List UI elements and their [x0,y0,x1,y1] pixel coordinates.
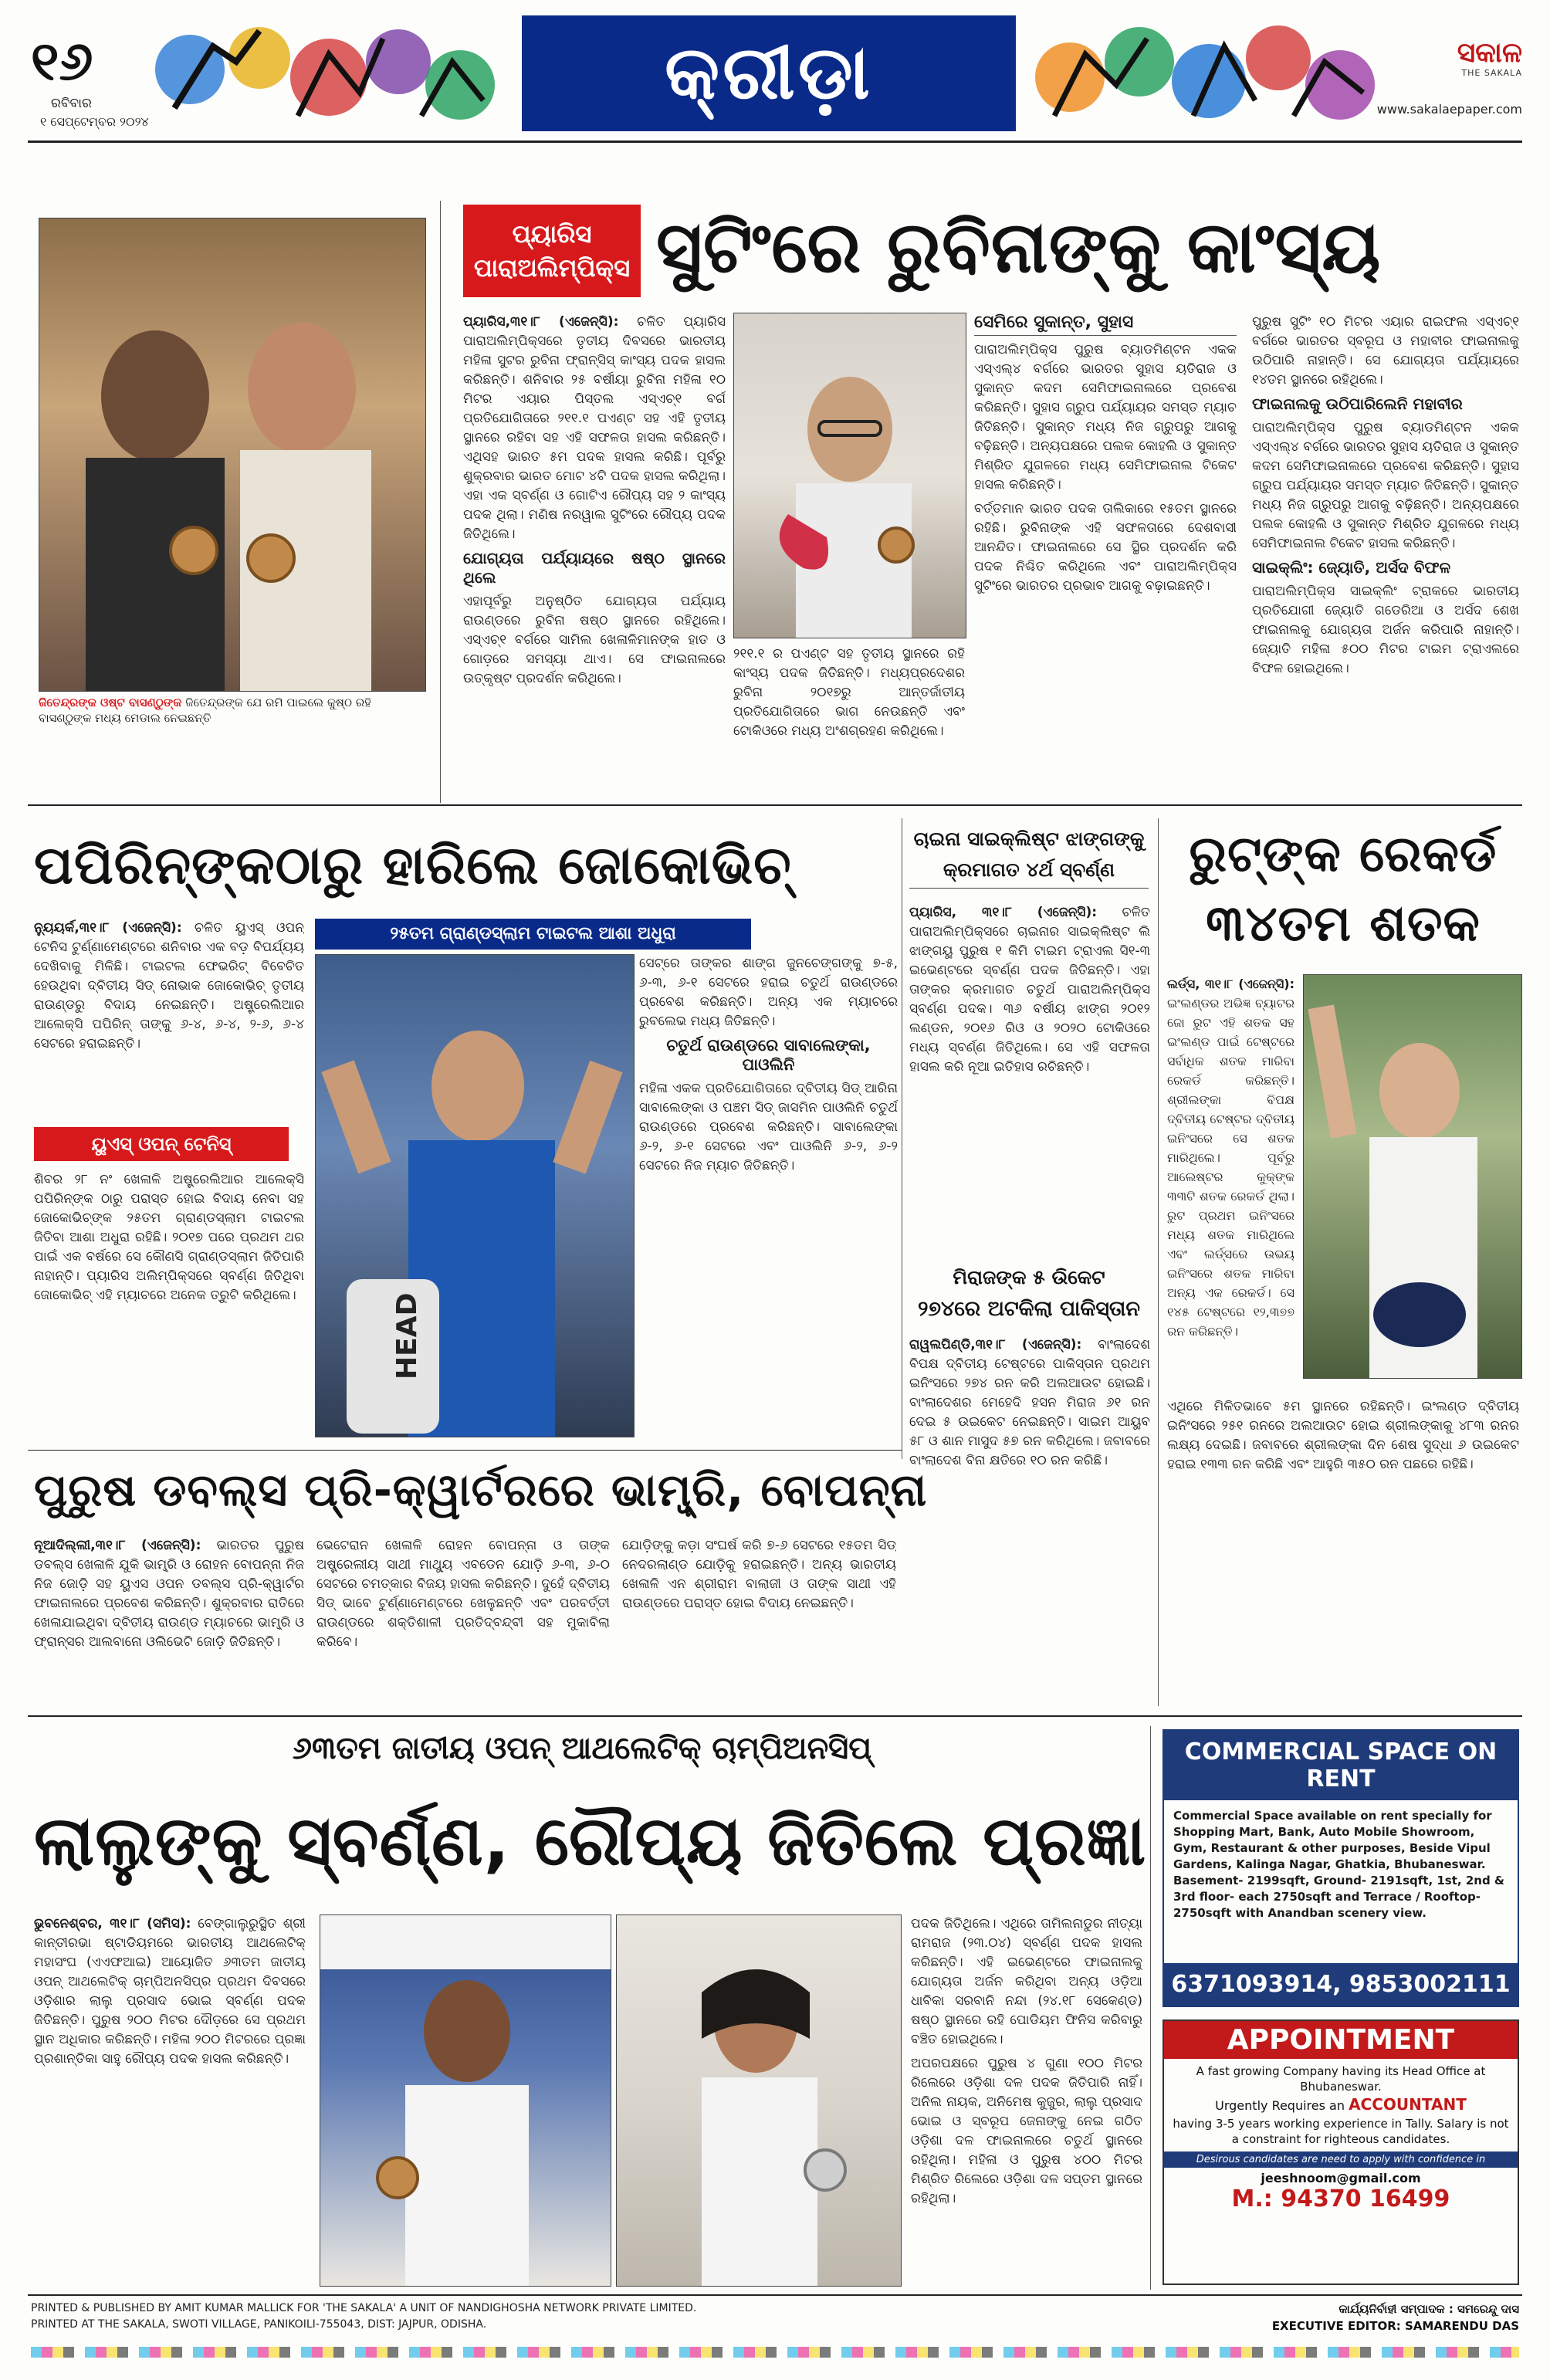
ad-commercial-space[interactable] [1162,1729,1519,2007]
story3-divider [1158,818,1159,1706]
photo-prajna [616,1914,902,2287]
story4-headline-line2: ୩୪ତମ ଶତକ [1206,895,1481,953]
ad-commercial-phone[interactable]: 6371093914, 9853002111 [1164,1963,1518,2006]
color-registration-bar [31,2347,1519,2358]
story4-headline-line1: ରୁଟ୍‌ଙ୍କ ରେକର୍ଡ [1189,826,1498,883]
sec2-text: ପୁରୁଷ ସୁଟିଂ ୧୦ ମିଟର ଏୟାର ରାଇଫଲ ଏସ୍ଏଚ୍୧ ବର୍ଗରେ ଭାରତର ସ୍ବରୂପ ଓ ମହାବୀର ଫାଇନାଲକୁ ଉଠିପାରି ନାହାନ୍ତି। ସେ ଯୋଗ୍ୟତା ପର୍ଯ୍ୟାୟରେ ୧୪ତମ ସ୍ଥାନରେ ରହିଥିଲେ। [1252,314,1519,388]
brand-logo [1417,39,1522,78]
section-title-band [522,15,1016,131]
story7-dateline: ଭୁବନେଶ୍ବର, ୩୧।୮ (ସମିସ): [34,1916,191,1931]
paralympics-tag-line1: ପ୍ୟାରିସ [512,219,592,249]
story5-headline: ୨୭୪ରେ ଅଟକିଲା ପାକିସ୍ତାନ [918,1297,1140,1321]
story1-col2-text: ବର୍ତ୍ତମାନ ଭାରତ ପଦକ ତାଲିକାରେ ୧୫ତମ ସ୍ଥାନରେ ରହିଛି। ରୁବିନାଙ୍କ ଏହି ସଫଳତାରେ ଦେଶବାସୀ ଆନନ୍ଦିତ। ଫାଇନାଲରେ ସେ ସ୍ଥିର ପ୍ରଦର୍ଶନ କରି ପଦକ ନିଶ୍ଚିତ କରିଥିଲେ ଏବଂ ପାରାଅଲିମ୍ପିକ୍ସ ସୁଟିଂରେ ଭାରତର ପ୍ରଭାବ ଆଗକୁ ବଢ଼ାଇଛନ୍ତି। [974,501,1237,594]
story3-headline: କ୍ରମାଗତ ୪ର୍ଥ ସ୍ବର୍ଣ୍ଣ [909,858,1149,889]
sec-heading-semis: ସେମିରେ ସୁକାନ୍ତ, ସୁହାସ [974,313,1237,336]
story2-col1 [34,919,304,1119]
story2-subhead: ଚତୁର୍ଥ ରାଉଣ୍ଡରେ ସାବାଲେଙ୍କା, ପାଓଲିନି [666,1036,871,1074]
ad-appointment-mobile[interactable]: M.: 94370 16499 [1231,2185,1450,2212]
ad-appointment-role: ACCOUNTANT [1349,2095,1467,2114]
ad-appointment-apply: Desirous candidates are need to apply with confidence in [1164,2151,1518,2168]
story1-col1b-text: ଏହାପୂର୍ବରୁ ଅନୁଷ୍ଠିତ ଯୋଗ୍ୟତା ପର୍ଯ୍ୟାୟ ରାଉଣ୍ଡରେ ରୁବିନା ଷଷ୍ଠ ସ୍ଥାନରେ ରହିଥିଲେ। ଏସ୍ଏଚ୍୧ ବର୍ଗରେ ସାମିଲ ଖେଳାଳିମାନଙ୍କ ହାତ ଓ ଗୋଡ଼ରେ ସମସ୍ୟା ଥାଏ। ସେ ଫାଇନାଲରେ ଉତ୍କୃଷ୍ଟ ପ୍ରଦର୍ଶନ କରିଥିଲେ। [463,594,726,686]
story3-body [909,903,1150,1258]
photo-caption-label: ଜିତେନ୍ଦ୍ରଙ୍କ ଓଷ୍ଟ ବାସଣ୍ଠୁଙ୍କ [39,696,182,709]
photo-sachin-manu [39,218,426,692]
paralympics-tag [463,205,641,297]
ad-appointment-requires: Urgently Requires an [1215,2098,1345,2113]
story7-divider [1150,1726,1151,2290]
story7-col1 [34,1914,306,2285]
photo-djokovic [315,954,635,1437]
sports-collage-left [144,15,506,131]
issue-date: ୧ ସେପ୍ଟେମ୍ବର ୨୦୨୪ [40,114,149,129]
story6-headline: ପୁରୁଷ ଡବଲ୍ସ ପ୍ରି-କ୍ୱାର୍ଟରରେ ଭାମ୍ବ୍ରି, ବୋପନ୍ନା [34,1464,928,1516]
photo-rubina [733,313,966,638]
story5-dateline: ରାୱଲପିଣ୍ଡି,୩୧।୮ (ଏଜେନ୍ସି): [909,1337,1082,1353]
photo-lalu [320,1914,611,2287]
ad-commercial-body: Commercial Space available on rent specially for Shopping Mart, Bank, Auto Mobile Showroom, Gym, Restaurant & other purposes, Beside Vipul Gardens, Kalinga Nagar, Ghatkia, Bhubaneswar. Basement- 2199sqft, Ground- 2191sqft, 1st, 2nd & 3rd floor- each 2750sqft and Terrace / Rooftop- 2750sqft with Anandban scenery view. [1173,1809,1504,1920]
ad-appointment-line3: having 3-5 years working experience in Tally. Salary is not a constraint for righteous candidates. [1173,2117,1509,2146]
story2-text3: ସେଟ୍‌ରେ ତାଙ୍କର ଶାଙ୍ଗ ଜୁନଚେଙ୍ଗଙ୍କୁ ୭-୫, ୬-୩, ୬-୧ ସେଟରେ ହରାଇ ଚତୁର୍ଥ ରାଉଣ୍ଡରେ ପ୍ରବେଶ କରିଛନ୍ତି। ଅନ୍ୟ ଏକ ମ୍ୟାଚରେ ରୁବଲେଭ ମଧ୍ୟ ଜିତିଛନ୍ତି। [639,956,898,1029]
story6-dateline: ନୂଆଦିଲ୍ଲୀ,୩୧।୮ (ଏଜେନ୍ସି): [34,1538,201,1553]
story2-col3 [639,954,898,1433]
sec2-heading: ଫାଇନାଲକୁ ଉଠିପାରିଲେନି ମହାବୀର [1252,394,1463,413]
row1-rule [28,804,1522,806]
story1-divider [440,201,441,803]
story4-col2 [1167,1397,1519,1706]
photo-caption: ଜିତେନ୍ଦ୍ରଙ୍କ ଯେ ରମି ପାଇଲେ କୁଷ୍ଠ ରହି ବାସଣ୍ଠୁଙ୍କ ମଧ୍ୟ ମେଡାଲ ନେଇଛନ୍ତି [39,696,371,725]
story1-subhead: ଯୋଗ୍ୟତା ପର୍ଯ୍ୟାୟରେ ଷଷ୍ଠ ସ୍ଥାନରେ ଥିଲେ [463,549,726,587]
story6-col2 [316,1536,610,1706]
ad-appointment-email[interactable]: jeeshnoom@gmail.com [1261,2171,1421,2185]
ad-commercial-title: COMMERCIAL SPACE ON RENT [1164,1731,1518,1800]
photo-joe-root [1303,974,1522,1379]
page-number: ୧୬ [31,29,93,93]
story5-kicker: ମିରାଜଙ୍କ ୫ ଉିକେଟ [953,1266,1105,1288]
usopen-tag: ୟୁଏସ୍ ଓପନ୍ ଟେନିସ୍ [34,1127,289,1161]
story1-col1-text: ଚଳିତ ପ୍ୟାରିସ ପାରାଅଲିମ୍ପିକ୍ସରେ ତୃତୀୟ ଦିବସରେ ଭାରତୀୟ ମହିଳା ସୁଟର ରୁବିନା ଫ୍ରାନ୍ସିସ୍ କାଂସ୍ୟ ପଦକ ହାସଲ କରିଛନ୍ତି। ଶନିବାର ୨୫ ବର୍ଷୀୟା ରୁବିନା ମହିଳା ୧୦ ମିଟର ଏୟାର ପିସ୍ତଲ ଏସ୍ଏଚ୍୧ ବର୍ଗ ପ୍ରତିଯୋଗିତାରେ ୨୧୧.୧ ପଏଣ୍ଟ ସହ ଏହି ତୃତୀୟ ସ୍ଥାନରେ ରହିବା ସହ ଏହି ସଫଳତା ହାସଲ କରିଛନ୍ତି। ଏଥିସହ ଭାରତ ୫ମ ପଦକ ହାସଲ କରିଛି। ପୂର୍ବରୁ ଶୁକ୍ରବାର ଭାରତ ମୋଟ ୪ଟି ପଦକ ହାସଲ କରିଥିଲା। ଏହା ଏକ ସ୍ବର୍ଣ୍ଣ ଓ ଗୋଟିଏ ରୌପ୍ୟ ସହ ୨ କାଂସ୍ୟ ପଦକ ଥିଲା। ମଣିଷ ନରୱାଲ ସୁଟିଂରେ ରୌପ୍ୟ ପଦକ ଜିତିଥିଲେ। [463,314,726,542]
story6-text2: ଭେଟେରାନ ଖେଳାଳି ରୋହନ ବୋପନ୍ନା ଓ ତାଙ୍କ ଅଷ୍ଟ୍ରେଲୀୟ ସାଥୀ ମାଥ୍ୟୁ ଏବଡେନ ଯୋଡ଼ି ୬-୩, ୬-୦ ସେଟରେ ଚମତ୍କାର ବିଜୟ ହାସଲ କରିଛନ୍ତି। ଦୁହେଁ ଦ୍ବିତୀୟ ସିଡ୍ ଭାବେ ଟୁର୍ଣ୍ଣାମେଣ୍ଟରେ ଖେଳୁଛନ୍ତି ଏବଂ ପରବର୍ତ୍ତୀ ରାଉଣ୍ଡରେ ଶକ୍ତିଶାଳୀ ପ୍ରତିଦ୍ବନ୍ଦ୍ବୀ ସହ ମୁକାବିଲା କରିବେ। [316,1538,610,1650]
row2-rule [28,1715,1522,1717]
ad-appointment[interactable] [1162,2019,1519,2285]
story7-text3: ଅପରପକ୍ଷରେ ପୁରୁଷ ୪ ଗୁଣା ୧୦୦ ମିଟର ରିଲେରେ ଓଡ଼ିଶା ଦଳ ପଦକ ଜିତିପାରି ନାହିଁ। ଅନିଲ ନାୟକ, ଅନିମେଷ କୁଜୁର, ଲାଲୁ ପ୍ରସାଦ ଭୋଇ ଓ ସ୍ବରୂପ ଜେନାଙ୍କୁ ନେଇ ଗଠିତ ଓଡ଼ିଶା ଦଳ ଫାଇନାଲରେ ଚତୁର୍ଥ ସ୍ଥାନରେ ରହିଥିଲା। ମହିଳା ଓ ପୁରୁଷ ୪୦୦ ମିଟର ମିଶ୍ରିତ ରିଲେରେ ଓଡ଼ିଶା ଦଳ ସପ୍ତମ ସ୍ଥାନରେ ରହିଥିଲା। [911,2056,1142,2206]
story6-col1 [34,1536,304,1706]
footer-imprint [31,2300,1034,2333]
footer-editor [1127,2300,1519,2334]
footer-imprint-line1: PRINTED & PUBLISHED BY AMIT KUMAR MALLICK FOR 'THE SAKALA' A UNIT OF NANDIGHOSHA NETWORK PRIVATE LIMITED. [31,2302,697,2314]
story3-dateline: ପ୍ୟାରିସ, ୩୧।୮ (ଏଜେନ୍ସି): [909,905,1098,920]
ad-appointment-line1: A fast growing Company having its Head Office at Bhubaneswar. [1196,2064,1486,2094]
brand-name: ସକାଳ [1457,37,1522,69]
story2-headline: ପପିରିନ୍‌ଙ୍କଠାରୁ ହାରିଲେ ଜୋକୋଭିଚ୍ [34,835,792,896]
story2-dateline: ନ୍ୟୁୟର୍କ,୩୧।୮ (ଏଜେନ୍ସି): [34,920,182,936]
story1-col3 [974,313,1237,791]
story1-col2 [733,645,965,791]
story2-text1: ଚଳିତ ୟୁଏସ୍ ଓପନ୍ ଟେନିସ ଟୁର୍ଣ୍ଣାମେଣ୍ଟରେ ଶନିବାର ଏକ ବଡ଼ ବିପର୍ଯ୍ୟୟ ଦେଖିବାକୁ ମିଳିଛି। ଟାଇଟଲ ଫେଭରିଟ୍ ବିବେଚିତ ହେଉଥିବା ଦ୍ବିତୀୟ ସିଡ୍ ନୋଭାକ ଜୋକୋଭିଚ୍ ତୃତୀୟ ରାଉଣ୍ଡରୁ ବିଦାୟ ନେଇଛନ୍ତି। ଅଷ୍ଟ୍ରେଲିଆର ଆଲେକ୍ସି ପପିରିନ୍ ତାଙ୍କୁ ୬-୪, ୬-୪, ୨-୬, ୬-୪ ସେଟରେ ହରାଇଛନ୍ତି। [34,920,304,1051]
svg-text:HEAD: HEAD [391,1292,423,1380]
story6-col3 [622,1536,896,1706]
story4-dateline: ଲର୍ଡ୍ସ, ୩୧।୮ (ଏଜେନ୍ସି): [1167,977,1294,991]
masthead-rule [28,140,1522,143]
story1-col1 [463,313,726,791]
sec-text-semis: ପାରାଅଲିମ୍ପିକ୍ସ ପୁରୁଷ ବ୍ୟାଡମିଣ୍ଟନ ଏକକ ଏସ୍ଏଲ୍୪ ବର୍ଗରେ ଭାରତର ସୁହାସ ୟତିରାଜ ଓ ସୁକାନ୍ତ କଦମ ସେମିଫାଇନାଲରେ ପ୍ରବେଶ କରିଛନ୍ତି। ସୁହାସ ଗ୍ରୁପ ପର୍ଯ୍ୟାୟର ସମସ୍ତ ମ୍ୟାଚ ଜିତିଛନ୍ତି। ସୁକାନ୍ତ ମଧ୍ୟ ନିଜ ଗ୍ରୁପରୁ ଆଗକୁ ବଢ଼ିଛନ୍ତି। ଅନ୍ୟପକ୍ଷରେ ପଲକ କୋହଲି ଓ ସୁକାନ୍ତ ମିଶ୍ରିତ ଯୁଗଳରେ ମଧ୍ୟ ସେମିଫାଇନାଲ ଟିକେଟ ହାସଲ କରିଛନ୍ତି। [974,342,1237,493]
story4-text: ଇଂଲଣ୍ଡର ଅଭିଜ୍ଞ ବ୍ୟାଟର ଜୋ ରୁଟ ଏହି ଶତକ ସହ ଇଂଲଣ୍ଡ ପାଇଁ ଟେଷ୍ଟରେ ସର୍ବାଧିକ ଶତକ ମାରିବା ରେକର୍ଡ କରିଛନ୍ତି। ଶ୍ରୀଲଙ୍କା ବିପକ୍ଷ ଦ୍ବିତୀୟ ଟେଷ୍ଟର ଦ୍ବିତୀୟ ଇନିଂସରେ ସେ ଶତକ ମାରିଥିଲେ। ପୂର୍ବରୁ ଆଲେଷ୍ଟର କୁକ୍‌ଙ୍କ ୩୩ଟି ଶତକ ରେକର୍ଡ ଥିଲା। ରୁଟ ପ୍ରଥମ ଇନିଂସରେ ମଧ୍ୟ ଶତକ ମାରିଥିଲେ ଏବଂ ଲର୍ଡ୍ସରେ ଉଭୟ ଇନିଂସରେ ଶତକ ମାରିବା ଅନ୍ୟ ଏକ ରେକର୍ଡ। ସେ ୧୪୫ ଟେଷ୍ଟରେ ୧୨,୩୭୭ ରନ କରିଛନ୍ତି। [1167,996,1294,1339]
story7-col3 [911,1914,1142,2285]
footer-imprint-line2: PRINTED AT THE SAKALA, SWOTI VILLAGE, PANIKOILI-755043, DIST: JAJPUR, ODISHA. [31,2318,487,2331]
story7-text1: ବେଙ୍ଗାଲୁରୁସ୍ଥିତ ଶ୍ରୀ କାନ୍ତୀରଭା ଷ୍ଟାଡିୟମରେ ଭାରତୀୟ ଆଥଲେଟିକ୍ ମହାସଂଘ (ଏଏଫଆଇ) ଆୟୋଜିତ ୬୩ତମ ଜାତୀୟ ଓପନ୍ ଆଥଲେଟିକ୍ ଚାମ୍ପିଅନସିପ୍‌ର ପ୍ରଥମ ଦିବସରେ ଓଡ଼ିଶାର ଲାଲୁ ପ୍ରସାଦ ଭୋଇ ସ୍ବର୍ଣ୍ଣ ପଦକ ଜିତିଛନ୍ତି। ପୁରୁଷ ୨୦୦ ମିଟର ଦୌଡ଼ରେ ସେ ପ୍ରଥମ ସ୍ଥାନ ଅଧିକାର କରିଛନ୍ତି। ମହିଳା ୨୦୦ ମିଟରରେ ପ୍ରଜ୍ଞା ପ୍ରଶାନ୍ତିକା ସାହୁ ରୌପ୍ୟ ପଦକ ହାସଲ କରିଛନ୍ତି। [34,1916,306,2067]
story1-col2b-text: ୨୧୧.୧ ର ପଏଣ୍ଟ ସହ ତୃତୀୟ ସ୍ଥାନରେ ରହି କାଂସ୍ୟ ପଦକ ଜିତିଛନ୍ତି। ମଧ୍ୟପ୍ରଦେଶର ରୁବିନା ୨୦୧୭ରୁ ଆନ୍ତର୍ଜାତୀୟ ପ୍ରତିଯୋଗିତାରେ ଭାଗ ନେଉଛନ୍ତି ଏବଂ ଟୋକିଓରେ ମଧ୍ୟ ଅଂଶଗ୍ରହଣ କରିଥିଲେ। [733,646,965,739]
story7-headline: ଲାଲୁଙ୍କୁ ସ୍ବର୍ଣ୍ଣ, ରୌପ୍ୟ ଜିତିଲେ ପ୍ରଜ୍ଞା [34,1801,1147,1881]
story2-col1b [34,1170,304,1433]
sec2-text-b: ପାରାଅଲିମ୍ପିକ୍ସ ପୁରୁଷ ବ୍ୟାଡମିଣ୍ଟନ ଏକକ ଏସ୍ଏଲ୍୪ ବର୍ଗରେ ଭାରତର ସୁହାସ ୟତିରାଜ ଓ ସୁକାନ୍ତ କଦମ ସେମିଫାଇନାଲରେ ପ୍ରବେଶ କରିଛନ୍ତି। ସୁହାସ ଗ୍ରୁପ ପର୍ଯ୍ୟାୟର ସମସ୍ତ ମ୍ୟାଚ ଜିତିଛନ୍ତି। ସୁକାନ୍ତ ମଧ୍ୟ ନିଜ ଗ୍ରୁପରୁ ଆଗକୁ ବଢ଼ିଛନ୍ତି। ଅନ୍ୟପକ୍ଷରେ ପଲକ କୋହଲି ଓ ସୁକାନ୍ତ ମିଶ୍ରିତ ଯୁଗଳରେ ମଧ୍ୟ ସେମିଫାଇନାଲ ଟିକେଟ ହାସଲ କରିଛନ୍ତି। [1252,420,1519,551]
website-link[interactable]: www.sakalaepaper.com [1376,102,1522,117]
story7-kicker: ୬୩ତମ ଜାତୀୟ ଓପନ୍ ଆଥଲେଟିକ୍ ଚାମ୍ପିଅନସିପ୍ [292,1731,872,1766]
story2-text2: ଶିବର ୨୮ ନଂ ଖେଳାଳି ଅଷ୍ଟ୍ରେଲିଆର ଆଲେକ୍ସି ପପିରିନ୍‌ଙ୍କ ଠାରୁ ପରାସ୍ତ ହୋଇ ବିଦାୟ ନେବା ସହ ଜୋକୋଭିଚ୍‌ଙ୍କ ୨୫ତମ ଗ୍ରାଣ୍ଡସ୍ଲାମ ଟାଇଟଲ ଜିତିବା ଆଶା ଅଧୁରା ରହିଛି। ୨୦୧୭ ପରେ ପ୍ରଥମ ଥର ପାଇଁ ଏକ ବର୍ଷରେ ସେ କୌଣସି ଗ୍ରାଣ୍ଡସ୍ଲାମ ଜିତିପାରି ନାହାନ୍ତି। ପ୍ୟାରିସ ଅଲିମ୍ପିକ୍ସରେ ସ୍ବର୍ଣ୍ଣ ଜିତିଥିବା ଜୋକୋଭିଚ୍ ଏହି ମ୍ୟାଚରେ ଅନେକ ତ୍ରୁଟି କରିଥିଲେ। [34,1172,304,1303]
section-title: କ୍ରୀଡ଼ା [665,29,873,116]
story1-headline: ସୁଟିଂରେ ରୁବିନାଙ୍କୁ କାଂସ୍ୟ [656,206,1382,289]
story4-col1 [1167,974,1294,1391]
paralympics-tag-line2: ପାରାଅଲିମ୍ପିକ୍ସ [473,253,631,283]
story3-kicker: ଚାଇନା ସାଇକ୍ଲିଷ୍ଟ ଝାଙ୍ଗଙ୍କୁ [913,828,1145,850]
story6-rule [28,1450,902,1451]
ad-appointment-title: APPOINTMENT [1164,2021,1518,2059]
sports-collage-right [1031,15,1386,131]
ad-appointment-line2 [1164,2096,1518,2114]
masthead [28,15,1522,133]
story2-text4: ମହିଳା ଏକକ ପ୍ରତିଯୋଗିତାରେ ଦ୍ବିତୀୟ ସିଡ୍ ଆରିନା ସାବାଲେଙ୍କା ଓ ପଞ୍ଚମ ସିଡ୍ ଜାସମିନ ପାଓଲିନି ଚତୁର୍ଥ ରାଉଣ୍ଡରେ ପ୍ରବେଶ କରିଛନ୍ତି। ସାବାଲେଙ୍କା ୬-୨, ୬-୧ ସେଟରେ ଏବଂ ପାଓଲିନି ୬-୨, ୬-୨ ସେଟରେ ନିଜ ମ୍ୟାଚ ଜିତିଛନ୍ତି। [639,1081,898,1173]
story1-col4 [1252,313,1519,791]
brand-sub: THE SAKALA [1461,68,1522,78]
story1-dateline: ପ୍ୟାରିସ,୩୧।୮ (ଏଜେନ୍ସି): [463,314,619,330]
story7-text2: ପଦକ ଜିତିଥିଲେ। ଏଥିରେ ତାମିଲନାଡୁର ନୀତ୍ୟା ରାମରାଜ (୨୩.୦୪) ସ୍ବର୍ଣ୍ଣ ପଦକ ହାସଲ କରିଛନ୍ତି। ଏହି ଇଭେଣ୍ଟରେ ଫାଇନାଲକୁ ଯୋଗ୍ୟତା ଅର୍ଜନ କରିଥିବା ଅନ୍ୟ ଓଡ଼ିଆ ଧାବିକା ସରବାନି ନନ୍ଦା (୨୪.୧୮ ସେକେଣ୍ଡ) ଷଷ୍ଠ ସ୍ଥାନରେ ରହି ପୋଡିୟମ ଫିନିସ କରିବାରୁ ବଞ୍ଚିତ ହୋଇଥିଲେ। [911,1916,1142,2047]
sec3-text: ପାରାଅଲିମ୍ପିକ୍ସ ସାଇକ୍ଲିଂ ଟ୍ରାକରେ ଭାରତୀୟ ପ୍ରତିଯୋଗୀ ଜ୍ୟୋତି ଗଡେରିଆ ଓ ଅର୍ସଦ ଶେଖ ଫାଇନାଲକୁ ଯୋଗ୍ୟତା ଅର୍ଜନ କରିପାରି ନାହାନ୍ତି। ଜ୍ୟୋତି ମହିଳା ୫୦୦ ମିଟର ଟାଇମ ଟ୍ରାଏଲରେ ବିଫଳ ହୋଇଥିଲେ। [1252,584,1519,676]
story4-text2: ଏଥିରେ ମିଳିତଭାବେ ୫ମ ସ୍ଥାନରେ ରହିଛନ୍ତି। ଇଂଲଣ୍ଡ ଦ୍ବିତୀୟ ଇନିଂସରେ ୨୫୧ ରନରେ ଅଲଆଉଟ ହୋଇ ଶ୍ରୀଲଙ୍କାକୁ ୪୮୩ ରନର ଲକ୍ଷ୍ୟ ଦେଇଛି। ଜବାବରେ ଶ୍ରୀଲଙ୍କା ଦିନ ଶେଷ ସୁଦ୍ଧା ୬ ଉଇକେଟ ହରାଇ ୧୩୩ ରନ କରିଛି ଏବଂ ଆହୁରି ୩୫୦ ରନ ପଛରେ ରହିଛି। [1167,1399,1519,1472]
sec3-heading: ସାଇକ୍ଲିଂ: ଜ୍ୟୋତି, ଅର୍ସଦ ବିଫଳ [1252,558,1451,577]
story3-text: ଚଳିତ ପାରାଅଲିମ୍ପିକ୍ସରେ ଚାଇନାର ସାଇକ୍ଲିଷ୍ଟ ଲି ଝାଙ୍ଗୟୁ ପୁରୁଷ ୧ କିମି ଟାଇମ ଟ୍ରାଏଲ ସି୧-୩ ଇଭେଣ୍ଟରେ ସ୍ବର୍ଣ୍ଣ ପଦକ ଜିତିଛନ୍ତି। ଏହା ତାଙ୍କର କ୍ରମାଗତ ଚତୁର୍ଥ ପାରାଅଲିମ୍ପିକ୍ସ ସ୍ବର୍ଣ୍ଣ ପଦକ। ୩୬ ବର୍ଷୀୟ ଝାଙ୍ଗ ୨୦୧୨ ଲଣ୍ଡନ, ୨୦୧୬ ରିଓ ଓ ୨୦୨୦ ଟୋକିଓରେ ମଧ୍ୟ ସ୍ବର୍ଣ୍ଣ ଜିତିଥିଲେ। ସେ ଏହି ସଫଳତା ହାସଲ କରି ନୂଆ ଇତିହାସ ରଚିଛନ୍ତି। [909,905,1150,1075]
footer-editor-english: EXECUTIVE EDITOR: SAMARENDU DAS [1271,2319,1519,2333]
story2-banner: ୨୫ତମ ଗ୍ରାଣ୍ଡସ୍ଲାମ ଟାଇଟଲ ଆଶା ଅଧୁରା [315,919,751,950]
story6-text3: ଯୋଡ଼ିଙ୍କୁ କଡ଼ା ସଂଘର୍ଷ କରି ୭-୬ ସେଟରେ ୧୫ତମ ସିଡ୍ ନେଦରଲାଣ୍ଡ ଯୋଡ଼ିକୁ ହରାଇଛନ୍ତି। ଅନ୍ୟ ଭାରତୀୟ ଖେଳାଳି ଏନ ଶ୍ରୀରାମ ବାଲାଜୀ ଓ ତାଙ୍କ ସାଥୀ ଏହି ରାଉଣ୍ଡରେ ପରାସ୍ତ ହୋଇ ବିଦାୟ ନେଇଛନ୍ତି। [622,1538,896,1611]
story6-text1: ଭାରତର ପୁରୁଷ ଡବଲ୍ସ ଖେଳାଳି ଯୁକି ଭାମ୍ବ୍ରି ଓ ରୋହନ ବୋପନ୍ନା ନିଜ ନିଜ ଜୋଡ଼ି ସହ ୟୁଏସ ଓପନ ଡବଲ୍ସ ପ୍ରି-କ୍ୱାର୍ଟର ଫାଇନାଲରେ ପ୍ରବେଶ କରିଛନ୍ତି। ଶୁକ୍ରବାର ରାତିରେ ଖେଳାଯାଇଥିବା ଦ୍ବିତୀୟ ରାଉଣ୍ଡ ମ୍ୟାଚରେ ଭାମ୍ବ୍ରି ଓ ଫ୍ରାନ୍ସର ଆଲବାନୋ ଓଲିଭେଟି ଜୋଡ଼ି ଜିତିଛନ୍ତି। [34,1538,304,1650]
footer-rule [28,2294,1522,2296]
photo-caption-box [39,695,425,736]
footer-editor-odia: କାର୍ଯ୍ୟନିର୍ବାହୀ ସମ୍ପାଦକ : ସମରେନ୍ଦୁ ଦାସ [1338,2302,1519,2316]
story5-text: ବାଂଲାଦେଶ ବିପକ୍ଷ ଦ୍ବିତୀୟ ଟେଷ୍ଟରେ ପାକିସ୍ତାନ ପ୍ରଥମ ଇନିଂସରେ ୨୭୪ ରନ କରି ଅଲଆଉଟ ହୋଇଛି। ବାଂଲାଦେଶର ମେହେଦି ହସନ ମିରାଜ ୬୧ ରନ ଦେଇ ୫ ଉଇକେଟ ନେଇଛନ୍ତି। ସାଇମ ଆୟୁବ ୫୮ ଓ ଶାନ ମାସୁଦ ୫୭ ରନ କରିଥିଲେ। ଜବାବରେ ବାଂଲାଦେଶ ବିନା କ୍ଷତିରେ ୧୦ ରନ କରିଛି। [909,1337,1150,1468]
story5-body [909,1336,1150,1683]
issue-day: ରବିବାର [51,96,92,111]
